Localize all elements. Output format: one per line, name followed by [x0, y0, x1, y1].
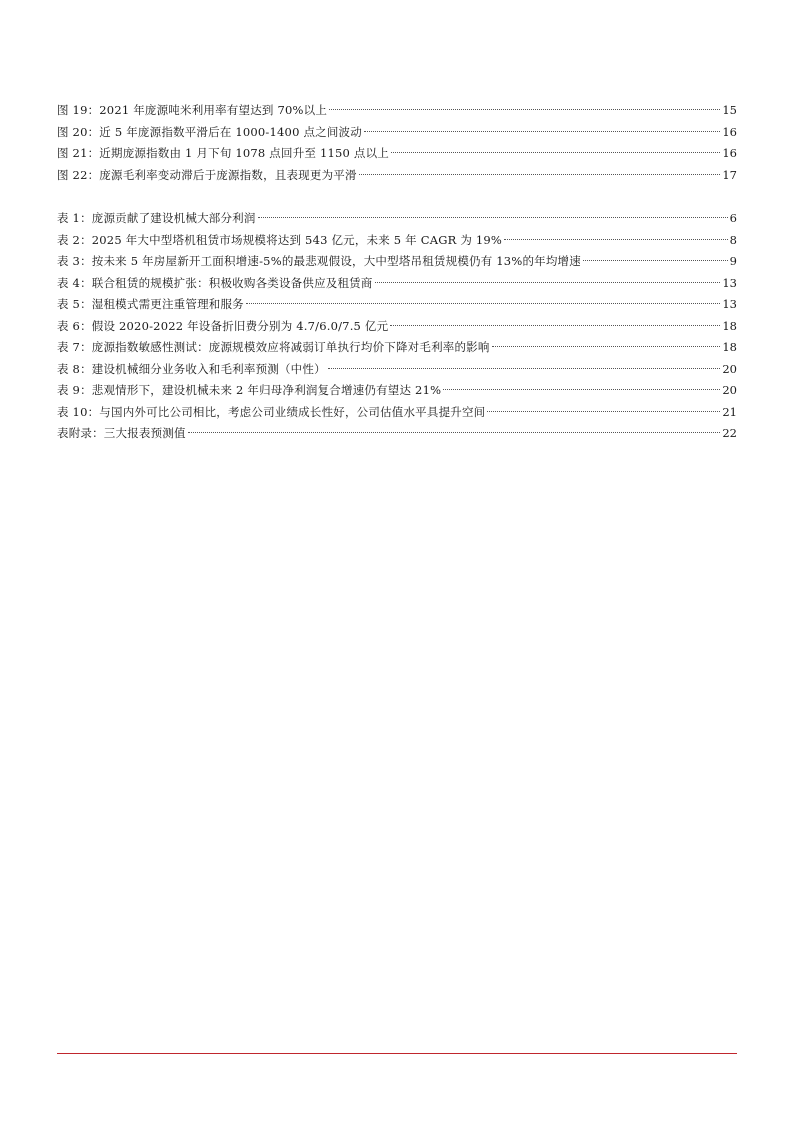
- toc-page-number: 16: [722, 124, 737, 139]
- dot-leader: [359, 174, 721, 175]
- dot-leader: [188, 432, 721, 433]
- toc-entry-table-5[interactable]: [57, 294, 737, 316]
- dot-leader: [258, 217, 728, 218]
- toc-entry-table-4[interactable]: [57, 273, 737, 295]
- toc-entry-table-1[interactable]: [57, 208, 737, 230]
- toc-entry-title: 表 10：与国内外可比公司相比，考虑公司业绩成长性好，公司估值水平具提升空间: [57, 404, 486, 419]
- toc-entry-title: 表 8：建设机械细分业务收入和毛利率预测（中性）: [57, 361, 326, 376]
- dot-leader: [487, 411, 720, 412]
- toc-entry-table-8[interactable]: [57, 359, 737, 381]
- toc-page-number: 15: [722, 103, 737, 117]
- toc-page-number: 21: [722, 404, 737, 419]
- figure-list: [57, 100, 737, 186]
- dot-leader: [364, 131, 720, 132]
- dot-leader: [583, 260, 728, 261]
- toc-page-number: 6: [729, 211, 737, 225]
- toc-entry-title: 表 4：联合租赁的规模扩张：积极收购各类设备供应及租赁商: [57, 275, 373, 290]
- toc-entry-table-2[interactable]: [57, 230, 737, 252]
- toc-entry-title: 表 2：2025 年大中型塔机租赁市场规模将达到 543 亿元，未来 5 年 CAGR 为 19%: [57, 232, 503, 247]
- toc-entry-title: 图 21：近期庞源指数由 1 月下旬 1078 点回升至 1150 点以上: [57, 146, 389, 160]
- toc-entry-title: 图 22：庞源毛利率变动滞后于庞源指数，且表现更为平滑: [57, 167, 357, 182]
- toc-entry-figure-22[interactable]: [57, 165, 737, 187]
- dot-leader: [504, 239, 728, 240]
- toc-entry-title: 表 7：庞源指数敏感性测试：庞源规模效应将减弱订单执行均价下降对毛利率的影响: [57, 340, 490, 354]
- toc-entry-table-6[interactable]: [57, 316, 737, 338]
- toc-entry-table-3[interactable]: [57, 251, 737, 273]
- toc-entry-figure-19[interactable]: [57, 100, 737, 122]
- toc-entry-title: 表 9：悲观情形下，建设机械未来 2 年归母净利润复合增速仍有望达 21%: [57, 383, 442, 397]
- toc-entry-table-9[interactable]: [57, 380, 737, 402]
- toc-entry-title: 表 1：庞源贡献了建设机械大部分利润: [57, 211, 256, 225]
- toc-page-number: 20: [722, 361, 737, 376]
- dot-leader: [492, 346, 721, 347]
- dot-leader: [443, 389, 720, 390]
- toc-page-number: 8: [729, 232, 737, 247]
- toc-entry-figure-21[interactable]: [57, 143, 737, 165]
- toc-entry-figure-20[interactable]: [57, 122, 737, 144]
- toc-page-number: 20: [722, 383, 737, 397]
- toc-page-number: 9: [729, 254, 737, 268]
- toc-entry-title: 图 19：2021 年庞源吨米利用率有望达到 70%以上: [57, 103, 328, 117]
- toc-entry-table-7[interactable]: [57, 337, 737, 359]
- toc-page-number: 22: [722, 426, 737, 440]
- toc-entry-title: 表附录：三大报表预测值: [57, 426, 186, 440]
- toc-page-number: 17: [722, 167, 737, 182]
- dot-leader: [390, 325, 720, 326]
- toc-entry-title: 图 20：近 5 年庞源指数平滑后在 1000-1400 点之间波动: [57, 124, 362, 139]
- toc-page-number: 13: [722, 275, 737, 290]
- toc-entry-table-appendix[interactable]: [57, 423, 737, 445]
- toc-page-number: 16: [722, 146, 737, 160]
- toc-page-number: 18: [722, 318, 737, 333]
- toc-page-number: 13: [722, 297, 737, 311]
- table-list: [57, 208, 737, 445]
- toc-page-number: 18: [722, 340, 737, 354]
- dot-leader: [246, 303, 720, 304]
- toc-entry-title: 表 3：按未来 5 年房屋新开工面积增速-5%的最悲观假设，大中型塔吊租赁规模仍有 13%的年均增速: [57, 254, 581, 268]
- toc-entry-table-10[interactable]: [57, 402, 737, 424]
- dot-leader: [391, 152, 720, 153]
- toc-entry-title: 表 6：假设 2020-2022 年设备折旧费分别为 4.7/6.0/7.5 亿元: [57, 318, 389, 333]
- dot-leader: [375, 282, 721, 283]
- dot-leader: [328, 368, 721, 369]
- toc-entry-title: 表 5：湿租模式需更注重管理和服务: [57, 297, 244, 311]
- dot-leader: [329, 109, 720, 110]
- footer-divider: [57, 1053, 737, 1054]
